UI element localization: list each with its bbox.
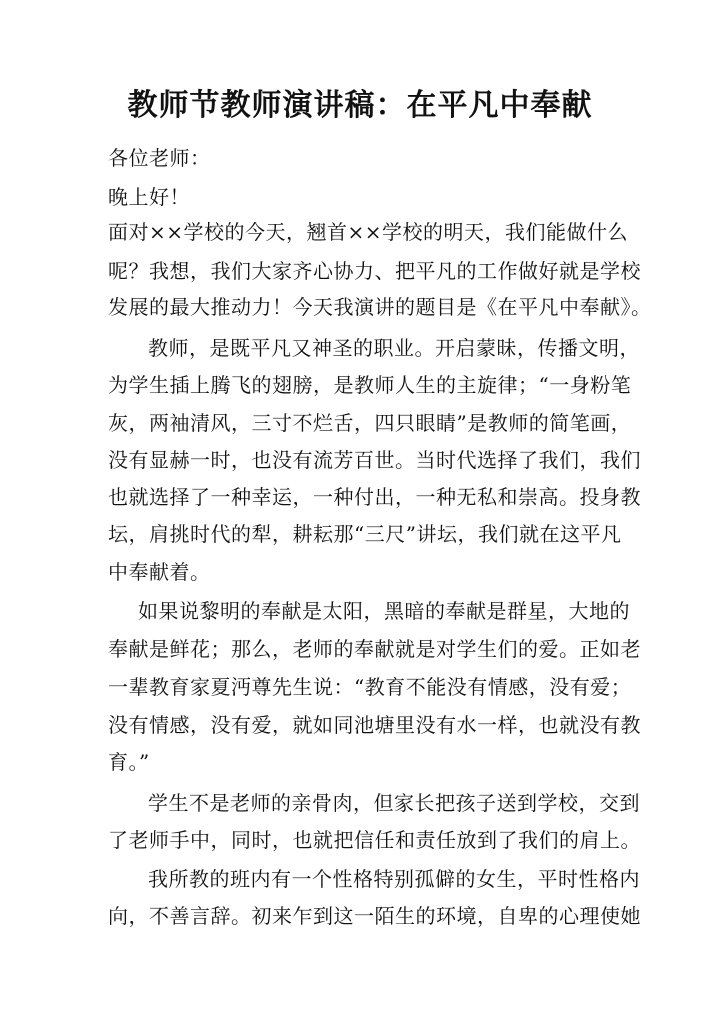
- paragraph-line: 也就选择了一种幸运，一种付出，一种无私和崇高。投身教: [108, 485, 641, 509]
- paragraph-line: 发展的最大推动力！今天我演讲的题目是《在平凡中奉献》。: [108, 295, 652, 319]
- paragraph-line: 教师，是既平凡又神圣的职业。开启蒙昧，传播文明，: [148, 336, 640, 360]
- paragraph-line: 为学生插上腾飞的翅膀，是教师人生的主旋律；“一身粉笔: [108, 373, 632, 397]
- paragraph-line: 如果说黎明的奉献是太阳，黑暗的奉献是群星，大地的: [138, 599, 630, 623]
- paragraph-line: 了老师手中，同时，也就把信任和责任放到了我们的肩上。: [108, 828, 641, 852]
- salutation-line: 各位老师：: [108, 146, 211, 170]
- paragraph-line: 中奉献着。: [108, 560, 211, 584]
- paragraph-line: 灰，两袖清风，三寸不烂舌，四只眼睛”是教师的简笔画，: [108, 411, 632, 435]
- paragraph-line: 没有情感，没有爱，就如同池塘里没有水一样，也就没有教: [108, 713, 641, 737]
- paragraph-line: 奉献是鲜花；那么，老师的奉献就是对学生们的爱。正如老: [108, 637, 641, 661]
- paragraph-line: 面对××学校的今天，翘首××学校的明天，我们能做什么: [108, 220, 629, 244]
- paragraph-line: 我所教的班内有一个性格特别孤僻的女生，平时性格内: [148, 867, 640, 891]
- paragraph-line: 坛，肩挑时代的犁，耕耘那“三尺”讲坛，我们就在这平凡: [108, 522, 622, 546]
- paragraph-line: 没有显赫一时，也没有流芳百世。当时代选择了我们，我们: [108, 448, 641, 472]
- document-title: 教师节教师演讲稿：在平凡中奉献: [127, 88, 593, 123]
- paragraph-line: 育。”: [108, 750, 150, 774]
- greeting-line: 晚上好！: [108, 185, 190, 209]
- paragraph-line: 学生不是老师的亲骨肉，但家长把孩子送到学校，交到: [148, 791, 640, 815]
- paragraph-line: 一辈教育家夏沔尊先生说：“教育不能没有情感，没有爱；: [108, 675, 632, 699]
- paragraph-line: 呢？我想，我们大家齐心协力、把平凡的工作做好就是学校: [108, 259, 641, 283]
- paragraph-line: 向，不善言辞。初来乍到这一陌生的环境，自卑的心理使她: [108, 904, 641, 928]
